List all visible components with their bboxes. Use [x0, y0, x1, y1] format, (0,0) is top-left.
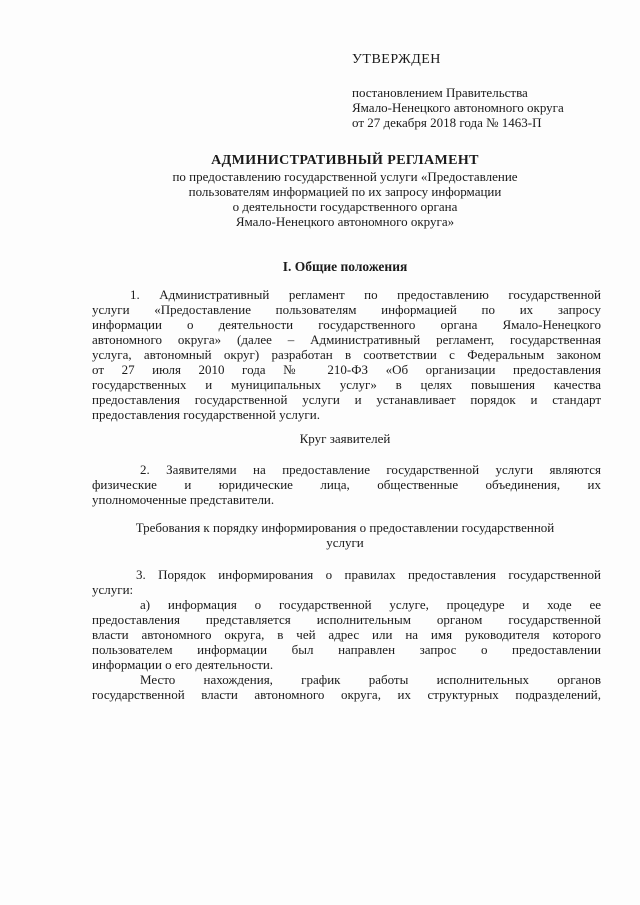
text-line: автономного округа» (далее – Административный регламент, государственная [92, 332, 601, 347]
title-subtitle-line: о деятельности государственного органа [232, 199, 458, 214]
text-line: информации о деятельности государственного органа Ямало-Ненецкого [92, 317, 601, 332]
text-line: государственных и муниципальных услуг» в целях повышения качества [92, 377, 601, 392]
paragraph-3 [92, 567, 601, 702]
text-line: 1. Административный регламент по предоставлению государственной [130, 287, 601, 302]
text-line: пользователем информации был направлен запрос о предоставлении [92, 642, 601, 657]
approval-line: постановлением Правительства [352, 85, 528, 100]
text-line: информации о его деятельности. [92, 657, 274, 672]
text-line: предоставления государственной услуги. [92, 407, 320, 422]
text-line: физические и юридические лица, общественные объединения, их [92, 477, 601, 492]
text-line: от 27 июля 2010 года № 210-ФЗ «Об организации предоставления [92, 362, 601, 377]
title-subtitle-line: по предоставлению государственной услуги «Предоставление [172, 169, 518, 184]
document-title-block [90, 153, 600, 229]
text-line: 2. Заявителями на предоставление государственной услуги являются [140, 462, 601, 477]
text-line: а) информация о государственной услуге, процедуре и ходе ее [140, 597, 601, 612]
text-line: уполномоченные представители. [92, 492, 275, 507]
text-line: предоставления государственной услуги и устанавливает порядок и стандарт [92, 392, 601, 407]
applicants-heading-text: Круг заявителей [299, 431, 391, 446]
text-line: услуга, автономный округ) разработан в соответствии с Федеральным законом [92, 347, 601, 362]
text-line: услуги «Предоставление пользователям информацией по их запросу [92, 302, 601, 317]
paragraph-2 [92, 462, 601, 507]
text-line: власти автономного округа, в чей адрес или на имя руководителя которого [92, 627, 601, 642]
document-title: АДМИНИСТРАТИВНЫЙ РЕГЛАМЕНТ [211, 153, 479, 168]
approval-line: от 27 декабря 2018 года № 1463-П [352, 115, 542, 130]
text-line: Место нахождения, график работы исполнительных органов [140, 672, 601, 687]
approval-line: Ямало-Ненецкого автономного округа [352, 100, 564, 115]
requirements-heading-line: услуги [326, 535, 364, 550]
section-heading-general: I. Общие положения [282, 259, 408, 274]
title-subtitle-line: Ямало-Ненецкого автономного округа» [235, 214, 455, 229]
text-line: услуги: [92, 582, 134, 597]
approval-stamp: УТВЕРЖДЕН [352, 52, 441, 67]
paragraph-1 [92, 287, 601, 422]
applicants-heading [90, 431, 600, 446]
approval-block [352, 52, 622, 130]
text-line: государственной власти автономного округа, их структурных подразделений, [92, 687, 601, 702]
text-line: предоставления представляется исполнительным органом государственной [92, 612, 601, 627]
requirements-heading [90, 520, 600, 550]
title-subtitle-line: пользователям информацией по их запросу информации [188, 184, 502, 199]
text-line: 3. Порядок информирования о правилах предоставления государственной [136, 567, 601, 582]
requirements-heading-line: Требования к порядку информирования о предоставлении государственной [135, 520, 555, 535]
